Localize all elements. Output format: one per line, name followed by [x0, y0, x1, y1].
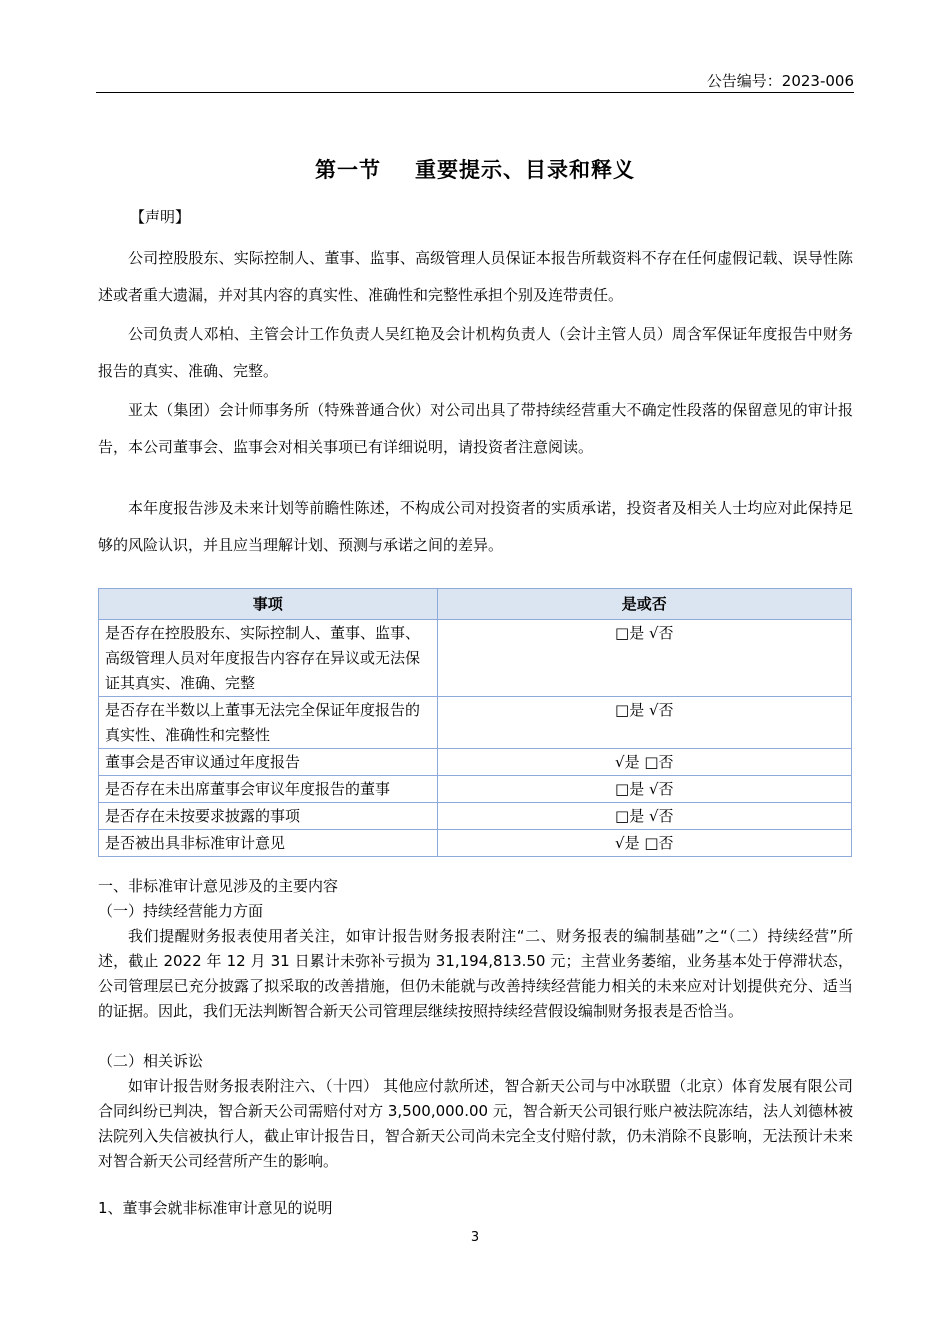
litigation-text: 如审计报告财务报表附注六、（十四） 其他应付款所述，智合新天公司与中冰联盟（北京）体育发展有限公司合同纠纷已判决，智合新天公司需赔付对方 3,500,000.00 元，智合新天公司银行账户被法院冻结，法人刘德林被法院列入失信被执行人，截止审计报告日，智合新天公司尚未完全支付赔付款，仍未消除不良影响，无法预计未来对智合新天公司经营所产生的影响。	[98, 1077, 853, 1170]
answer-cell: √是 □否	[437, 749, 851, 776]
answer-cell: □是 √否	[437, 620, 851, 697]
table-row	[99, 776, 852, 803]
answer-cell: □是 √否	[437, 697, 851, 749]
declaration-paragraph: 亚太（集团）会计师事务所（特殊普通合伙）对公司出具了带持续经营重大不确定性段落的保留意见的审计报告，本公司董事会、监事会对相关事项已有详细说明，请投资者注意阅读。	[98, 401, 853, 456]
going-concern-text: 我们提醒财务报表使用者关注，如审计报告财务报表附注“二、财务报表的编制基础”之“（二）持续经营”所述，截止 2022 年 12 月 31 日累计未弥补亏损为 31,194,813.50 元；主营业务萎缩，业务基本处于停滞状态，公司管理层已充分披露了拟采取的改善措施，但仍未能就与改善持续经营能力相关的未来应对计划提供充分、适当的证据。因此，我们无法判断智合新天公司管理层继续按照持续经营假设编制财务报表是否恰当。	[98, 927, 853, 1020]
table-row	[99, 803, 852, 830]
table-row	[99, 620, 852, 697]
forward-looking-paragraph: 本年度报告涉及未来计划等前瞻性陈述，不构成公司对投资者的实质承诺，投资者及相关人士均应对此保持足够的风险认识，并且应当理解计划、预测与承诺之间的差异。	[98, 499, 853, 554]
table-row	[99, 697, 852, 749]
section-title	[0, 154, 950, 184]
declaration-paragraph: 公司控股股东、实际控制人、董事、监事、高级管理人员保证本报告所载资料不存在任何虚假记载、误导性陈述或者重大遗漏，并对其内容的真实性、准确性和完整性承担个别及连带责任。	[98, 249, 853, 304]
declaration-label: 【声明】	[130, 208, 191, 226]
header-rule	[96, 92, 854, 93]
declaration-paragraph: 公司负责人邓柏、主管会计工作负责人吴红艳及会计机构负责人（会计主管人员）周含军保证年度报告中财务报告的真实、准确、完整。	[98, 325, 853, 380]
board-explanation-heading: 1、董事会就非标准审计意见的说明	[98, 1199, 333, 1217]
answer-cell: □是 √否	[437, 803, 851, 830]
page-number: 3	[470, 1230, 480, 1245]
header-answer: 是或否	[437, 589, 851, 620]
table-row	[99, 749, 852, 776]
item-cell: 是否存在未按要求披露的事项	[99, 803, 438, 830]
notice-number: 公告编号：2023-006	[706, 72, 854, 90]
item-cell: 是否存在控股股东、实际控制人、董事、监事、高级管理人员对年度报告内容存在异议或无法保证其真实、准确、完整	[99, 620, 438, 697]
header-item: 事项	[99, 589, 438, 620]
table-row	[99, 830, 852, 857]
table-header-row	[99, 589, 852, 620]
section-number: 第一节	[315, 158, 381, 182]
item-cell: 董事会是否审议通过年度报告	[99, 749, 438, 776]
litigation-heading: （二）相关诉讼	[98, 1052, 204, 1070]
item-cell: 是否存在未出席董事会审议年度报告的董事	[99, 776, 438, 803]
answer-cell: □是 √否	[437, 776, 851, 803]
items-table	[98, 588, 852, 857]
audit-heading: 一、非标准审计意见涉及的主要内容	[98, 877, 339, 895]
section-name: 重要提示、目录和释义	[415, 158, 635, 182]
answer-cell: √是 □否	[437, 830, 851, 857]
item-cell: 是否被出具非标准审计意见	[99, 830, 438, 857]
going-concern-heading: （一）持续经营能力方面	[98, 902, 264, 920]
item-cell: 是否存在半数以上董事无法完全保证年度报告的真实性、准确性和完整性	[99, 697, 438, 749]
